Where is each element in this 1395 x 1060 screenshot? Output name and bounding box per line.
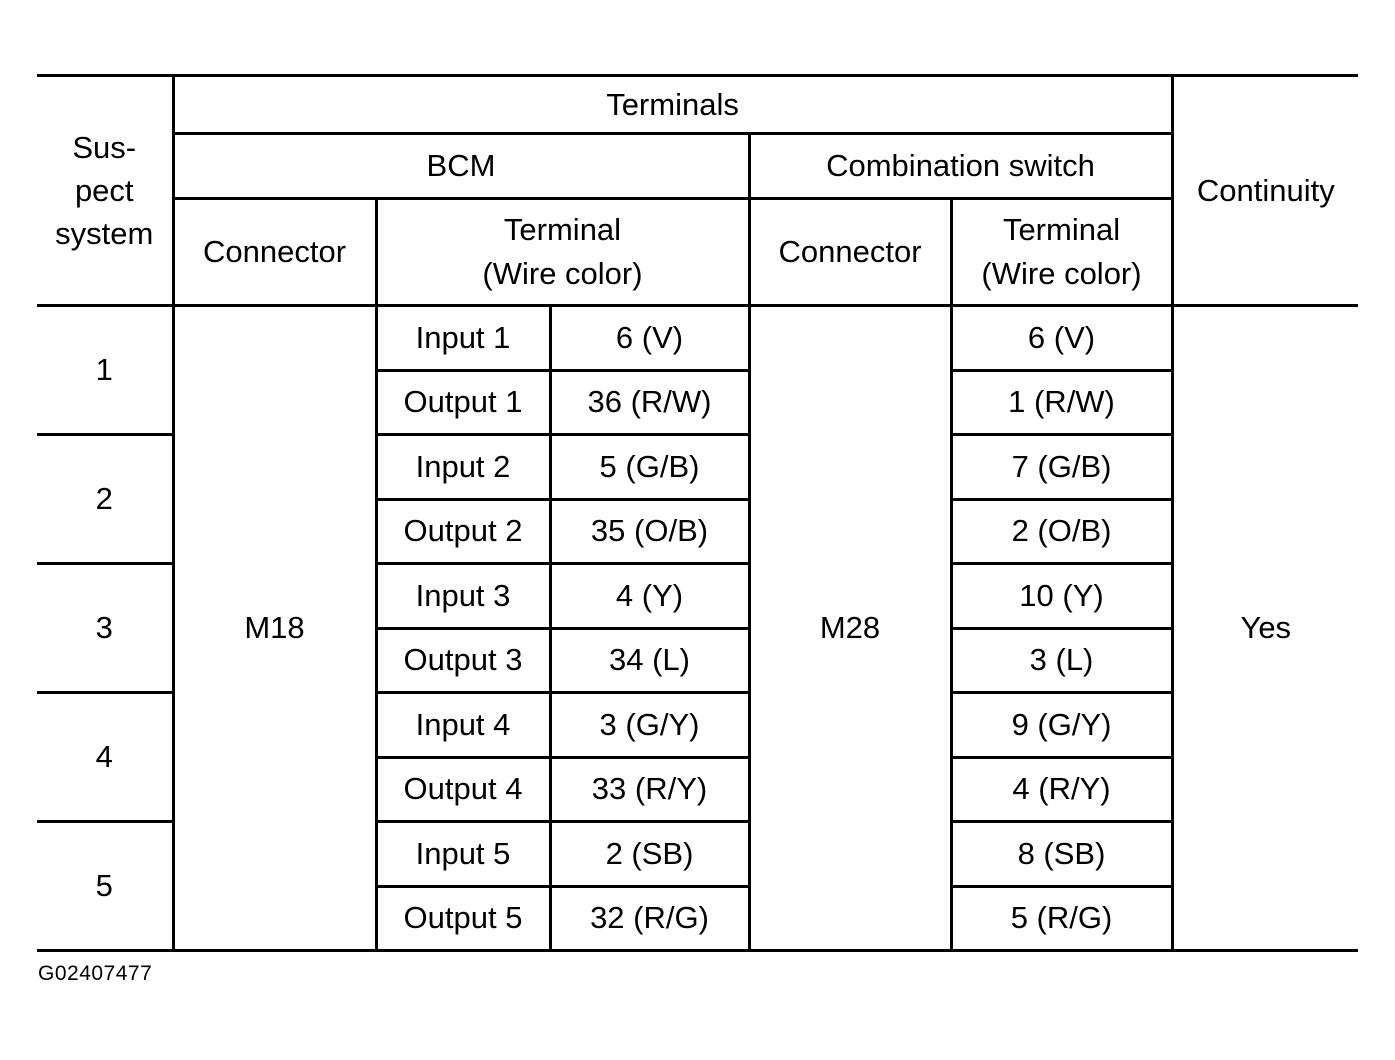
bcm-terminal-cell: 32 (R/G)	[550, 886, 749, 951]
bcm-terminal-cell: 3 (G/Y)	[550, 693, 749, 758]
signal-cell: Output 5	[376, 886, 550, 951]
cs-connector-cell: M28	[749, 306, 951, 951]
cs-terminal-cell: 8 (SB)	[951, 822, 1172, 887]
header-bcm: BCM	[173, 134, 749, 199]
header-bcm-connector: Connector	[173, 199, 376, 306]
header-combination-switch: Combination switch	[749, 134, 1172, 199]
bcm-terminal-cell: 33 (R/Y)	[550, 757, 749, 822]
continuity-cell: Yes	[1172, 306, 1358, 951]
cs-terminal-cell: 2 (O/B)	[951, 499, 1172, 564]
continuity-table	[37, 74, 1358, 952]
suspect-system-cell: 2	[37, 435, 173, 564]
header-suspect-system: Sus- pect system	[37, 76, 173, 306]
cs-terminal-cell: 4 (R/Y)	[951, 757, 1172, 822]
table-body	[37, 306, 1358, 951]
cs-terminal-cell: 7 (G/B)	[951, 435, 1172, 500]
suspect-system-cell: 3	[37, 564, 173, 693]
bcm-terminal-cell: 2 (SB)	[550, 822, 749, 887]
signal-cell: Output 1	[376, 370, 550, 435]
signal-cell: Output 3	[376, 628, 550, 693]
bcm-terminal-cell: 34 (L)	[550, 628, 749, 693]
signal-cell: Input 2	[376, 435, 550, 500]
figure-code: G02407477	[38, 962, 153, 985]
signal-cell: Input 3	[376, 564, 550, 629]
signal-cell: Input 5	[376, 822, 550, 887]
header-terminals: Terminals	[173, 76, 1172, 134]
table-row	[37, 306, 1358, 371]
signal-cell: Input 4	[376, 693, 550, 758]
cs-terminal-cell: 9 (G/Y)	[951, 693, 1172, 758]
bcm-terminal-cell: 36 (R/W)	[550, 370, 749, 435]
signal-cell: Output 4	[376, 757, 550, 822]
bcm-terminal-cell: 35 (O/B)	[550, 499, 749, 564]
suspect-system-cell: 5	[37, 822, 173, 951]
suspect-system-cell: 1	[37, 306, 173, 435]
header-cs-terminal: Terminal (Wire color)	[951, 199, 1172, 306]
signal-cell: Output 2	[376, 499, 550, 564]
header-continuity: Continuity	[1172, 76, 1358, 306]
bcm-terminal-cell: 4 (Y)	[550, 564, 749, 629]
cs-terminal-cell: 1 (R/W)	[951, 370, 1172, 435]
bcm-connector-cell: M18	[173, 306, 376, 951]
cs-terminal-cell: 10 (Y)	[951, 564, 1172, 629]
header-bcm-terminal: Terminal (Wire color)	[376, 199, 749, 306]
suspect-system-cell: 4	[37, 693, 173, 822]
bcm-terminal-cell: 6 (V)	[550, 306, 749, 371]
bcm-terminal-cell: 5 (G/B)	[550, 435, 749, 500]
signal-cell: Input 1	[376, 306, 550, 371]
cs-terminal-cell: 6 (V)	[951, 306, 1172, 371]
cs-terminal-cell: 5 (R/G)	[951, 886, 1172, 951]
header-cs-connector: Connector	[749, 199, 951, 306]
cs-terminal-cell: 3 (L)	[951, 628, 1172, 693]
